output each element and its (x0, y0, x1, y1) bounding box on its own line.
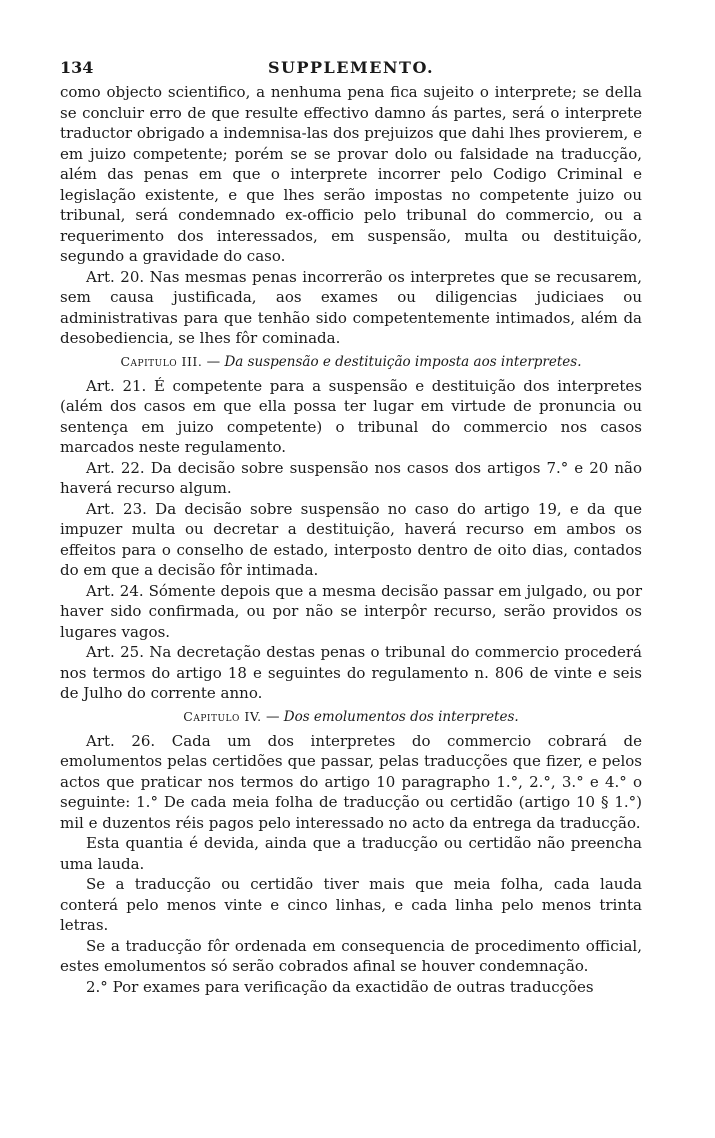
article-20: Art. 20. Nas mesmas penas incorrerão os interpretes que se recusarem, sem causa justificada, aos exames ou diligencias judiciaes ou administrativas para que tenhão sido competentemente intimados, além da desobediencia, se lhes fôr cominada. (60, 267, 642, 347)
chapter-3-dash: — (206, 353, 221, 370)
paragraph-continuation: como objecto scientifico, a nenhuma pena fica sujeito o interprete; se della se concluir erro de que resulte effectivo damno ás partes, será o interprete traductor obrigado a indemnisa-las dos prejuizos que dahi lhes provierem, e em juizo competente; porém se se provar dolo ou falsidade na traducção, além das penas em que o interprete incorrer pelo Codigo Criminal e legislação existente, e que lhes serão impostas no competente juizo ou tribunal, será condemnado ex-officio pelo tribunal do commercio, ou a requerimento dos interessados, em suspensão, multa ou destituição, segundo a gravidade do caso. (60, 83, 642, 265)
chapter-4-heading (60, 707, 642, 727)
chapter-3-label: Capitulo III. (120, 353, 203, 369)
article-21: Art. 21. É competente para a suspensão e destituição dos interpretes (além dos casos em que ella possa ter lugar em virtude de pronuncia ou sentença em juizo competente) o tribunal do commercio nos casos marcados neste regulamento. (60, 376, 642, 456)
paragraph-esta-quantia: Esta quantia é devida, ainda que a traducção ou certidão não preencha uma lauda. (60, 834, 642, 873)
page-number: 134 (60, 58, 94, 77)
article-25: Art. 25. Na decretação destas penas o tribunal do commercio procederá nos termos do artigo 18 e seguintes do regulamento n. 806 de vinte e seis de Julho do corrente anno. (60, 643, 642, 702)
chapter-3-title: Da suspensão e destituição imposta aos interpretes. (224, 353, 582, 370)
chapter-4-title: Dos emolumentos dos interpretes. (283, 708, 519, 725)
paragraph-item-2: 2.° Por exames para verificação da exactidão de outras traducções (86, 977, 594, 996)
article-23: Art. 23. Da decisão sobre suspensão no caso do artigo 19, e da que impuzer multa ou decretar a destituição, haverá recurso em ambos os effeitos para o conselho de estado, interposto dentro de oito dias, contados do em que a decisão fôr intimada. (60, 499, 642, 579)
paragraph-se-traduccao-certidao: Se a traducção ou certidão tiver mais que meia folha, cada lauda conterá pelo menos vinte e cinco linhas, e cada linha pelo menos trinta letras. (60, 875, 642, 934)
chapter-3-heading (60, 352, 642, 372)
paragraph-se-traduccao-ordenada: Se a traducção fôr ordenada em consequencia de procedimento official, estes emolumentos só serão cobrados afinal se houver condemnação. (60, 936, 642, 975)
article-22: Art. 22. Da decisão sobre suspensão nos casos dos artigos 7.° e 20 não haverá recurso algum. (60, 458, 642, 497)
chapter-4-label: Capitulo IV. (183, 708, 262, 724)
running-head: SUPPLEMENTO. (267, 58, 435, 77)
page-header (60, 58, 642, 80)
document-page (60, 58, 642, 1118)
article-26: Art. 26. Cada um dos interpretes do commercio cobrará de emolumentos pelas certidões que passar, pelas traducções que fizer, e pelos actos que praticar nos termos do artigo 10 paragrapho 1.°, 2.°, 3.° e 4.° o seguinte: 1.° De cada meia folha de traducção ou certidão (artigo 10 § 1.°) mil e duzentos réis pagos pelo interessado no acto da entrega da traducção. (60, 731, 642, 832)
article-24: Art. 24. Sómente depois que a mesma decisão passar em julgado, ou por haver sido confirmada, ou por não se interpôr recurso, serão providos os lugares vagos. (60, 581, 642, 641)
chapter-4-dash: — (265, 708, 280, 725)
